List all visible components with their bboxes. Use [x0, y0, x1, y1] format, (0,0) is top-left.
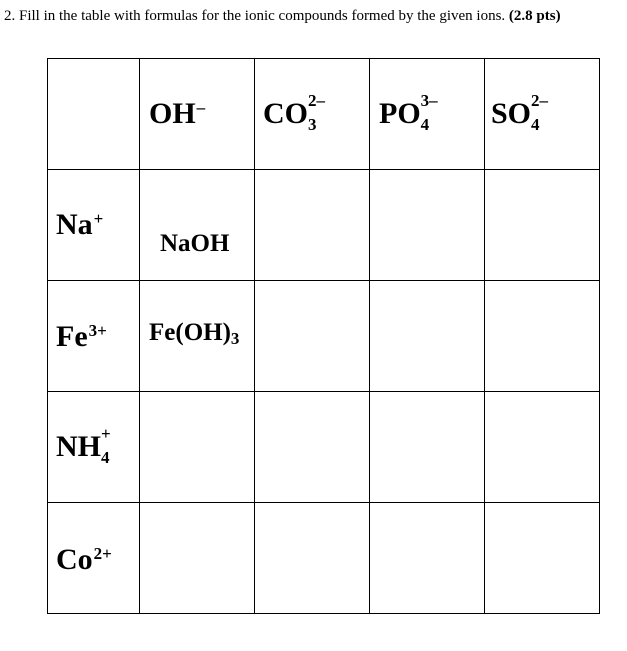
answer-cell-nh4-so4[interactable]	[485, 392, 600, 503]
table-row-co	[48, 503, 600, 614]
answer-cell-na-oh[interactable]	[140, 170, 255, 281]
cation-fe	[56, 322, 107, 356]
anion-po4-subscript: 4	[420, 115, 430, 134]
anion-po4-base: PO	[379, 97, 421, 130]
anion-co3	[263, 91, 325, 134]
cation-cell-co	[48, 503, 140, 614]
cation-co-charge: 2+	[93, 544, 112, 563]
anion-co3-charge: 2–	[308, 91, 325, 110]
cation-nh4-subscript: 4	[101, 448, 110, 467]
anion-so4	[491, 91, 549, 134]
cation-nh4-charge: +	[101, 424, 111, 443]
cation-na-charge: +	[93, 209, 104, 228]
answer-cell-co-po4[interactable]	[370, 503, 485, 614]
anion-po4-charge: 3–	[420, 91, 438, 110]
anion-so4-subscript: 4	[531, 115, 540, 134]
answer-cell-fe-oh[interactable]	[140, 281, 255, 392]
question-prompt	[4, 6, 561, 26]
answer-feoh3-subscript: 3	[230, 329, 240, 348]
question-text: 2. Fill in the table with formulas for the ionic compounds formed by the given ions.	[4, 8, 509, 24]
anion-so4-charge: 2–	[531, 91, 549, 110]
cation-co-base: Co	[56, 543, 93, 576]
answer-cell-na-po4[interactable]	[370, 170, 485, 281]
cation-nh4	[56, 424, 113, 467]
cation-co	[56, 545, 112, 579]
cation-fe-base: Fe	[56, 320, 88, 353]
cation-cell-nh4	[48, 392, 140, 503]
question-points: (2.8 pts)	[508, 8, 561, 24]
answer-cell-nh4-po4[interactable]	[370, 392, 485, 503]
anion-oh-charge: –	[196, 98, 206, 117]
anion-co3-base: CO	[263, 97, 308, 130]
cation-na	[56, 210, 103, 244]
answer-cell-na-co3[interactable]	[255, 170, 370, 281]
anion-cell-oh	[140, 59, 255, 170]
table-row-na	[48, 170, 600, 281]
answer-cell-fe-so4[interactable]	[485, 281, 600, 392]
cation-cell-fe	[48, 281, 140, 392]
answer-cell-co-co3[interactable]	[255, 503, 370, 614]
cation-na-base: Na	[56, 208, 93, 241]
anion-so4-base: SO	[491, 97, 532, 130]
answer-cell-fe-co3[interactable]	[255, 281, 370, 392]
table-header-row	[48, 59, 600, 170]
anion-po4	[379, 91, 438, 134]
ion-table	[47, 58, 600, 614]
answer-cell-co-oh[interactable]	[140, 503, 255, 614]
answer-cell-na-so4[interactable]	[485, 170, 600, 281]
anion-oh	[149, 99, 205, 133]
cation-nh4-base: NH	[56, 430, 101, 463]
anion-cell-so4	[485, 59, 600, 170]
anion-cell-po4	[370, 59, 485, 170]
anion-cell-co3	[255, 59, 370, 170]
anion-oh-base: OH	[149, 97, 196, 130]
cation-fe-charge: 3+	[88, 321, 107, 340]
anion-co3-subscript: 3	[308, 115, 317, 134]
answer-cell-nh4-co3[interactable]	[255, 392, 370, 503]
table-row-fe	[48, 281, 600, 392]
answer-naoh: NaOH	[160, 230, 230, 257]
corner-cell	[48, 59, 140, 170]
answer-feoh3-main: Fe(OH)	[149, 319, 231, 346]
answer-cell-fe-po4[interactable]	[370, 281, 485, 392]
cation-cell-na	[48, 170, 140, 281]
answer-cell-nh4-oh[interactable]	[140, 392, 255, 503]
answer-cell-co-so4[interactable]	[485, 503, 600, 614]
table-row-nh4	[48, 392, 600, 503]
answer-feoh3	[149, 320, 239, 347]
